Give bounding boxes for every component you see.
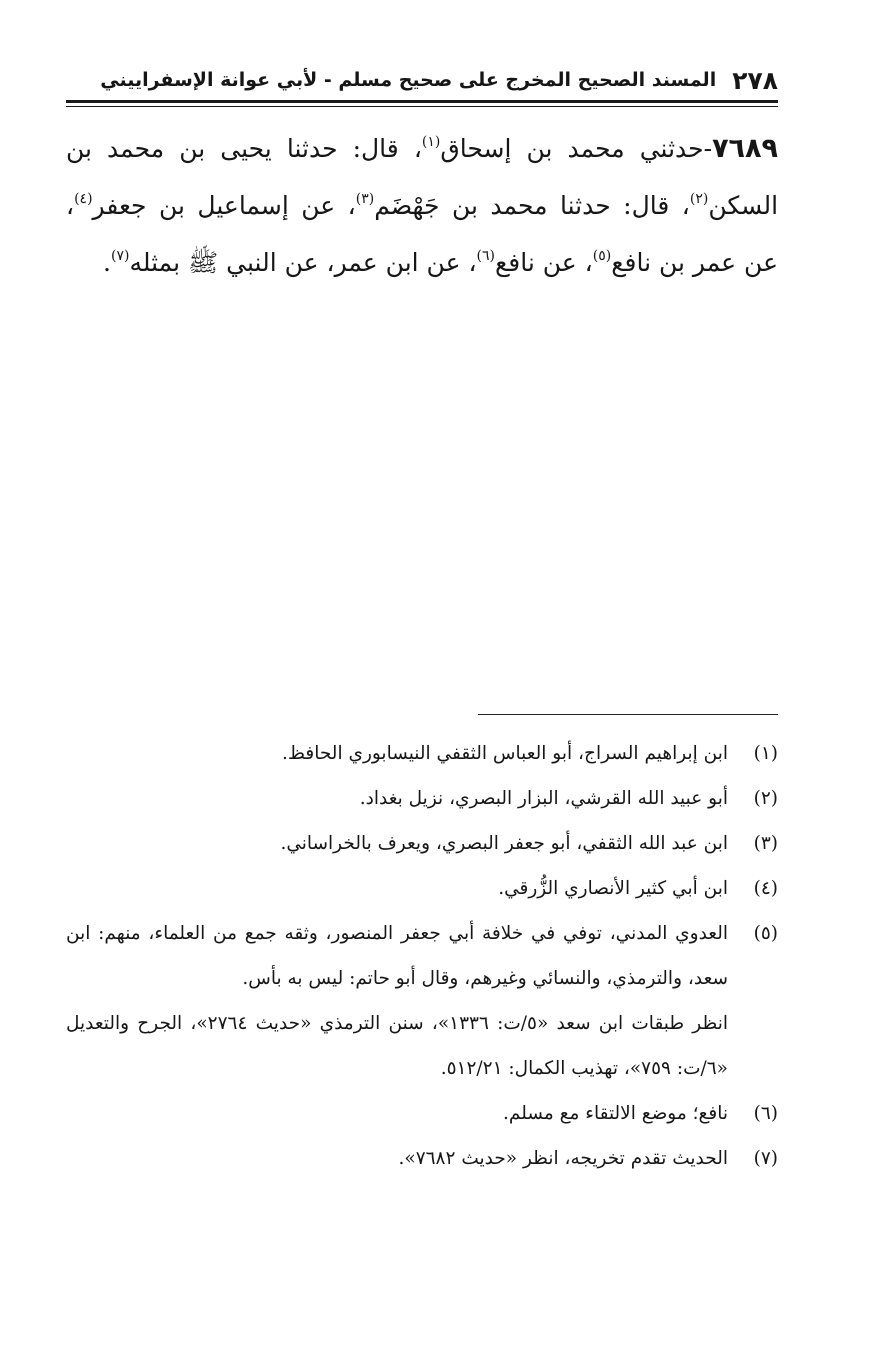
footnote-number: (٤) — [753, 878, 778, 899]
hadith-segment: ، عن إسماعيل بن جعفر — [92, 191, 356, 220]
footnote-3 — [66, 821, 778, 866]
footnote-ref[interactable]: (٥) — [592, 248, 612, 264]
footnotes — [66, 731, 778, 1181]
footnote-ref[interactable]: (٦) — [476, 248, 495, 264]
footnote-4 — [66, 866, 778, 911]
footnote-text: ابن عبد الله الثقفي، أبو جعفر البصري، ويعرف بالخراساني. — [280, 833, 728, 854]
hadith-segment: . — [103, 248, 111, 277]
footnote-ref[interactable]: (٣) — [355, 191, 375, 207]
footnote-text: ابن إبراهيم السراج، أبو العباس الثقفي النيسابوري الحافظ. — [281, 743, 728, 764]
footnote-ref[interactable]: (١) — [421, 134, 441, 150]
hadith-number: ٧٦٨٩ — [712, 133, 778, 164]
footnote-2 — [66, 776, 778, 821]
footnote-text: نافع؛ موضع الالتقاء مع مسلم. — [503, 1103, 728, 1124]
footnote-sources: انظر طبقات ابن سعد «٥/ت: ١٣٣٦»، سنن الترمذي «حديث ٢٧٦٤»، الجرح والتعديل «٦/ت: ٧٥٩»، تهذيب الكمال: ٥١٢/٢١. — [66, 1013, 728, 1079]
footnote-number: (٣) — [753, 833, 778, 854]
footnote-7 — [66, 1136, 778, 1181]
running-title: المسند الصحيح المخرج على صحيح مسلم - لأبي عوانة الإسفراييني — [100, 69, 717, 91]
footnote-text: العدوي المدني، توفي في خلافة أبي جعفر المنصور، وثقه جمع من العلماء، منهم: ابن سعد، والترمذي، والنسائي وغيرهم، وقال أبو حاتم: ليس به بأس. — [66, 923, 728, 989]
footnote-ref[interactable]: (٧) — [110, 248, 130, 264]
page-number: ٢٧٨ — [732, 65, 778, 95]
hadith-segment: ، عن عمر بن نافع — [66, 191, 778, 277]
hadith-segment: ، عن ابن عمر، عن النبي ﷺ بمثله — [129, 248, 477, 277]
hadith-segment: ، عن نافع — [495, 248, 593, 277]
running-header — [66, 62, 778, 98]
hadith-text — [66, 120, 778, 291]
footnote-text: أبو عبيد الله القرشي، البزار البصري، نزيل بغداد. — [359, 788, 728, 809]
footnote-text: ابن أبي كثير الأنصاري الزُّرقي. — [498, 878, 728, 899]
hadith-segment: ، قال: حدثنا محمد بن جَهْضَم — [374, 191, 690, 220]
hadith-segment: ، قال: حدثنا يحيى بن محمد بن السكن — [66, 134, 779, 220]
footnote-number: (٢) — [753, 788, 778, 809]
hadith-segment: -حدثني محمد بن إسحاق — [440, 134, 713, 163]
footnote-ref[interactable]: (٤) — [74, 191, 93, 207]
footnote-ref[interactable]: (٢) — [689, 191, 709, 207]
footnote-separator — [478, 714, 778, 715]
header-rule-thin — [66, 106, 778, 107]
header-rule-thick — [66, 100, 778, 103]
footnote-number: (١) — [753, 743, 778, 764]
footnote-body — [66, 911, 728, 1091]
footnote-number: (٥) — [753, 923, 778, 944]
footnote-1 — [66, 731, 778, 776]
footnote-6 — [66, 1091, 778, 1136]
footnote-text: الحديث تقدم تخريجه، انظر «حديث ٧٦٨٢». — [398, 1148, 728, 1169]
footnote-5 — [66, 911, 778, 1091]
footnote-number: (٦) — [753, 1103, 778, 1124]
footnote-number: (٧) — [753, 1148, 778, 1169]
